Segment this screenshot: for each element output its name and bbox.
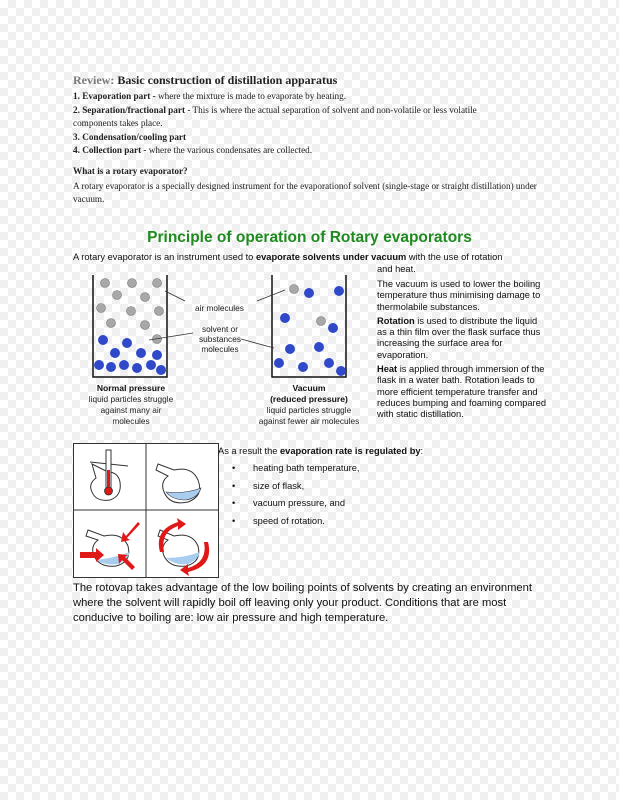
review-title [73,73,337,88]
rotation-arrows-flask-icon [158,518,209,576]
heat-paragraph: Heat is applied through immersion of the flask in a water bath. Rotation leads to more efficient temperature transfer and reduces bumping and foaming compared with static distillation. [377,364,546,420]
vacuum-desc-line-1: liquid particles struggle [266,405,352,415]
normal-desc-line-1: liquid particles struggle [88,394,174,404]
intro-continuation: and heat. [377,264,416,274]
pressure-diagram [87,273,377,433]
review-list [73,90,503,158]
list-item: 3. Condensation/cooling part [73,131,187,142]
intro-line: A rotary evaporator is an instrument used to evaporate solvents under vacuum with the use of rotation [73,252,503,262]
vacuum-paragraph: The vacuum is used to lower the boiling temperature thus minimising damage to thermolabile substances. [377,279,541,312]
list-item: • vacuum pressure, and [232,498,345,508]
principle-explanation [377,279,547,424]
list-item: 4. Collection part - where the various condensates are collected. [73,145,313,155]
normal-pressure-title: Normal pressure [96,383,166,393]
rate-regulation-line: As a result the evaporation rate is regulated by: [218,446,424,456]
normal-air-molecules [97,279,164,344]
list-item: • size of flask, [232,480,305,491]
normal-desc-line-3: molecules [112,416,150,426]
pressure-arrows-flask-icon [80,522,140,570]
normal-pressure-container [93,275,167,377]
air-molecules-label: air molecules [195,303,244,313]
question-title: What is a rotary evaporator? [73,166,188,176]
list-item: 1. Evaporation part - where the mixture is made to evaporate by heating. [73,91,347,101]
review-label: Review: [73,73,115,87]
solvent-label-line-3: molecules [201,344,239,354]
thermometer-flask-icon [90,450,128,500]
normal-desc-line-2: against many air [100,405,162,415]
list-item: • heating bath temperature, [232,463,360,473]
solvent-label-line-2: substances [199,334,241,344]
vacuum-subtitle: (reduced pressure) [270,394,348,404]
solvent-label-line-1: solvent or [202,324,238,334]
review-heading: Basic construction of distillation apparatus [117,73,338,87]
question-body: A rotary evaporator is a specially designed instrument for the evaporationof solvent (single-stage or straight distillation) under vacuum. [73,181,537,204]
list-item: 2. Separation/fractional part - This is where the actual separation of solvent and non-volatile or less volatile components takes place. [73,104,477,128]
flask-illustration-grid [73,443,219,578]
vacuum-title: Vacuum [292,383,326,393]
rate-factors-list [232,463,359,533]
page-title: Principle of operation of Rotary evaporators [147,229,472,246]
vacuum-desc-line-2: against fewer air molecules [258,416,360,426]
liquid-flask-icon [156,464,201,503]
closing-paragraph: The rotovap takes advantage of the low boiling points of solvents by creating an environment where the solvent will rapidly boil off leaving only your product. Conditions that are most conducive to boiling are: low air pressure and high temperature. [73,582,532,624]
vacuum-solvent-molecules [274,286,346,376]
rotation-paragraph: Rotation is used to distribute the liquid as a thin film over the flask surface thus increasing the surface area for evaporation. [377,315,541,360]
list-item: • speed of rotation. [232,515,325,526]
